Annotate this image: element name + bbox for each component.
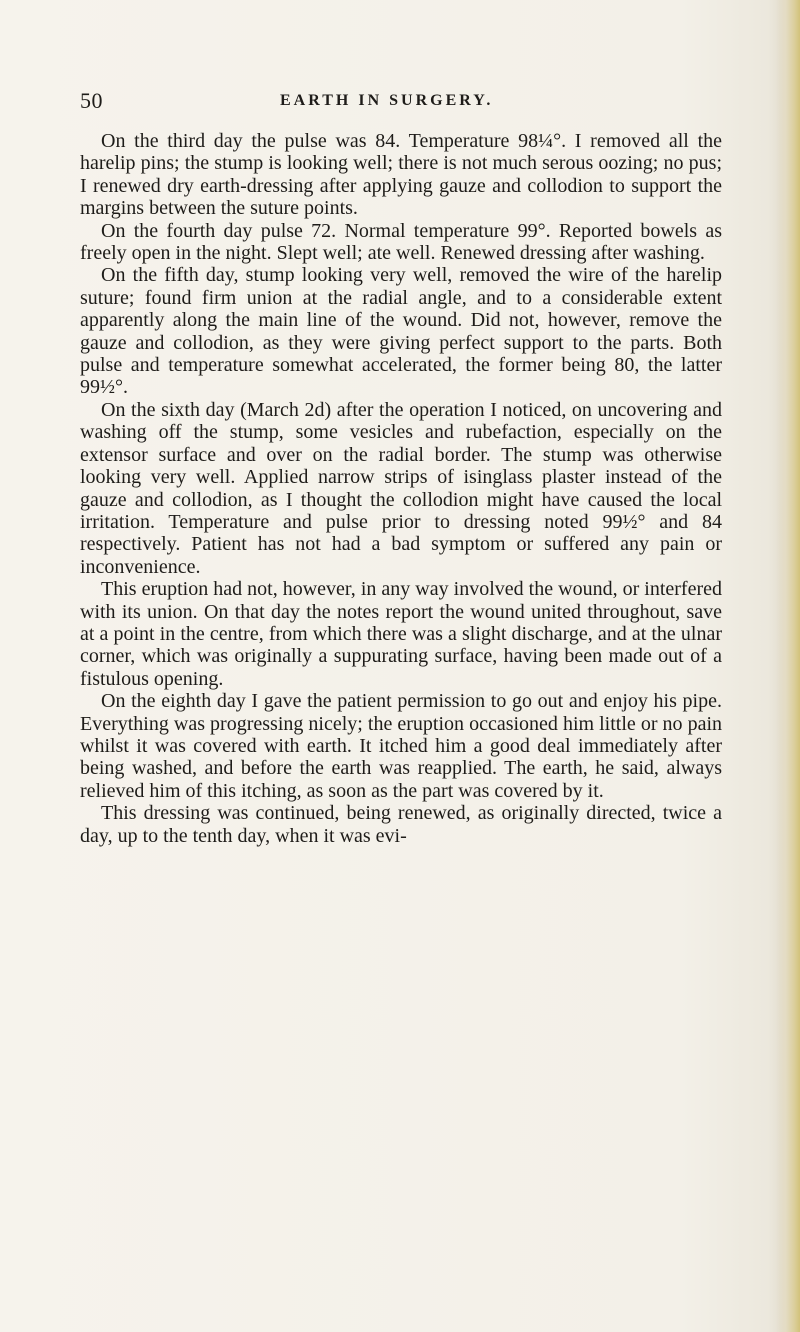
page-edge: [776, 0, 800, 1332]
page-number: 50: [80, 88, 103, 113]
paragraph-dressing-continued: This dressing was continued, being renewed, as originally directed, twice a day, up to the tenth day, when it was evi-: [80, 802, 722, 847]
paragraph-third-day: On the third day the pulse was 84. Temperature 98¼°. I removed all the harelip pins; the stump is looking well; there is not much serous oozing; no pus; I renewed dry earth-dressing after applying gauze and collodion to support the margins between the suture points.: [80, 130, 722, 220]
body-text: [80, 130, 722, 847]
running-head: EARTH IN SURGERY.: [280, 92, 494, 109]
paragraph-fifth-day: On the fifth day, stump looking very well, removed the wire of the harelip suture; found firm union at the radial angle, and to a considerable extent apparently along the main line of the wound. Did not, however, remove the gauze and collodion, as they were giving perfect support to the parts. Both pulse and temperature somewhat accelerated, the former being 80, the latter 99½°.: [80, 264, 722, 399]
paragraph-eighth-day: On the eighth day I gave the patient permission to go out and enjoy his pipe. Everything was progressing nicely; the eruption occasioned him little or no pain whilst it was covered with earth. It itched him a good deal immediately after being washed, and before the earth was reapplied. The earth, he said, always relieved him of this itching, as soon as the part was covered by it.: [80, 690, 722, 802]
paragraph-eruption: This eruption had not, however, in any way involved the wound, or interfered with its union. On that day the notes report the wound united throughout, save at a point in the centre, from which there was a slight discharge, and at the ulnar corner, which was originally a suppurating surface, having been made out of a fistulous opening.: [80, 578, 722, 690]
page-header: [80, 88, 720, 118]
paragraph-sixth-day: On the sixth day (March 2d) after the operation I noticed, on uncovering and washing off the stump, some vesicles and rubefaction, especially on the extensor surface and over on the radial border. The stump was otherwise looking very well. Applied narrow strips of isinglass plaster instead of the gauze and collodion, as I thought the collodion might have caused the local irritation. Temperature and pulse prior to dressing noted 99½° and 84 respectively. Patient has not had a bad symptom or suffered any pain or inconvenience.: [80, 398, 722, 578]
paragraph-fourth-day: On the fourth day pulse 72. Normal temperature 99°. Reported bowels as freely open in the night. Slept well; ate well. Renewed dressing after washing.: [80, 219, 722, 265]
